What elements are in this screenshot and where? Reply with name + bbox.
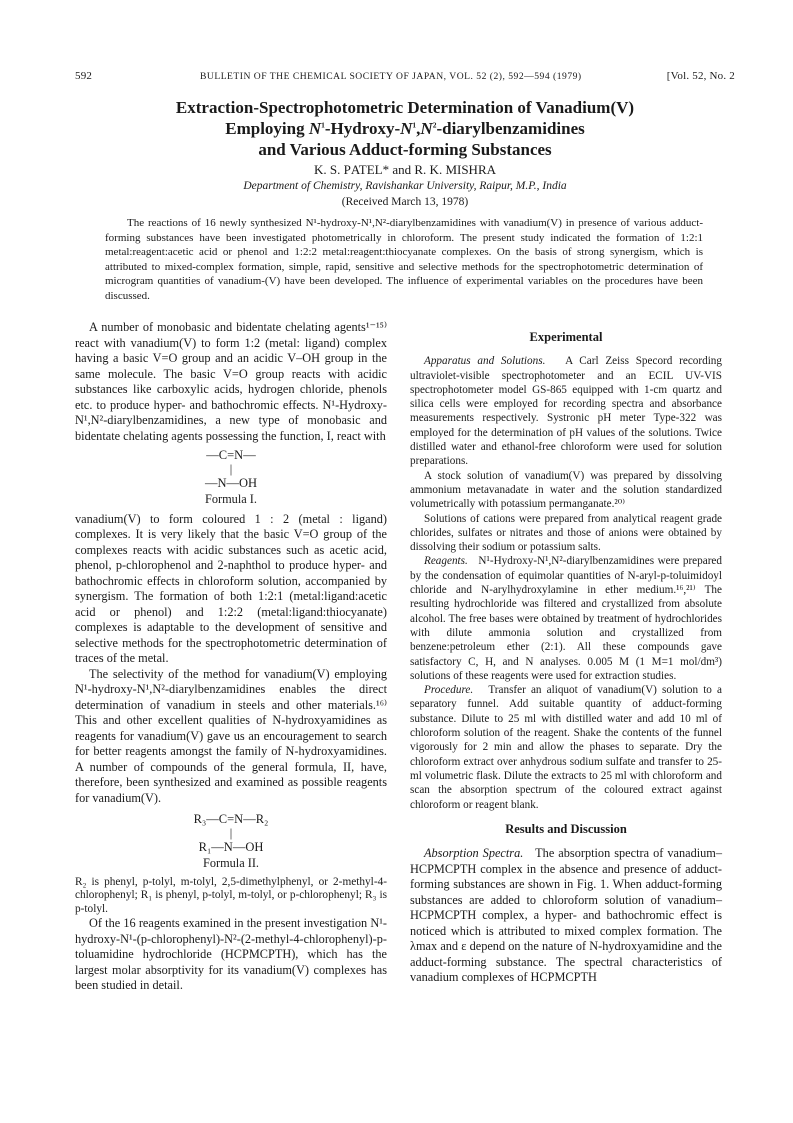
right-column	[410, 320, 722, 986]
title-line-2: Employing $N^1-Hydroxy-N^1,N^2$-diarylbenzamidines	[225, 119, 585, 138]
page-number: 592	[75, 70, 93, 82]
formula-2-line-1: R₃—C=N—R₂	[193, 812, 269, 826]
left-column	[75, 320, 387, 994]
formula-1-line-1: —C=N—	[206, 448, 256, 462]
stock-solution-paragraph: A stock solution of vanadium(V) was prepared by dissolving ammonium metavanadate in water and the solution standardized volumetrically with potassium permanganate.²⁰⁾	[410, 469, 722, 511]
procedure-paragraph: Procedure. Transfer an aliquot of vanadium(V) solution to a separatory funnel. Add suitable quantity of adduct-forming substance. Dilute to 25 ml with distilled water and add 10 ml of chloroform solution of the reagent. Shake the contents of the funnel vigorously for 2 min and allow the phases to separate. Dry the chloroform extract over anhydrous sodium sulfate and transfer to 25-ml volumetric flask. Dilute the extracts to 25 ml with chloroform and scan the absorption spectrum of the coloured extract against chloroform or reagent blank.	[410, 684, 722, 811]
author-list: K. S. PATEL* and R. K. MISHRA	[313, 162, 497, 177]
cations-paragraph: Solutions of cations were prepared from analytical reagent grade chlorides, sulfates or nitrates and those of anions were obtained by dissolving their sodium or potassium salts.	[410, 512, 722, 554]
formula-2-note: R₂ is phenyl, p-tolyl, m-tolyl, 2,5-dimethylphenyl, or 2-methyl-4-chlorophenyl; R₁ is phenyl, p-tolyl, m-tolyl, or p-chlorophenyl; R₃ is p-tolyl.	[75, 875, 387, 915]
formula-1	[75, 448, 387, 490]
reagents-label: Reagents.	[424, 555, 468, 568]
experimental-heading: Experimental	[529, 330, 603, 344]
apparatus-paragraph: Apparatus and Solutions. A Carl Zeiss Specord recording ultraviolet-visible spectrophotometer and an ECIL UV-VIS spectrophotometer model GS-865 equipped with 1-cm quartz and silica cells were employed for recording spectra and absorbance measurements respectively. Systronic pH meter Type-322 was employed for the determination of pH values of the solutions. Twice distilled water and ethanol-free chloroform were used for solution preparations.	[410, 355, 722, 468]
absorption-paragraph: Absorption Spectra. The absorption spectra of vanadium–HCPMCPTH complex in the absence and presence of adduct-forming substances are shown in Fig. 1. When adduct-forming substances are added to chloroform solution of vanadium–HCPMCPTH complex, a hyper- and bathochromic effect is noticed which is attributed to mixed complex formation. The λmax and ε depend on the nature of N-hydroxyamidine and the adduct-forming substance. The spectral characteristics of vanadium complexes of HCPMCPTH	[410, 846, 722, 985]
formula-2-line-3: R₁—N—OH	[198, 840, 264, 854]
abstract	[105, 216, 703, 304]
intro-paragraph-3: The selectivity of the method for vanadium(V) employing N¹-hydroxy-N¹,N²-diarylbenzamidines enables the direct determination of vanadium in steels and other materials.¹⁶⁾ This and other excellent qualities of N-hydroxyamidines as reagents for vanadium(V) gave us an encouragement to search for better reagents amongst the family of N-hydroxyamidines. A number of compounds of the general formula, II, have, therefore, been synthesized and examined as possible reagents for vanadium(V).	[75, 666, 387, 805]
reagents-paragraph: Reagents. N¹-Hydroxy-N¹,N²-diarylbenzamidines were prepared by the condensation of equimolar quantities of N-aryl-p-toluimidoyl chloride and N-arylhydroxylamine in ether medium.¹⁶,²¹⁾ The resulting hydrochloride was filtered and crystallized from absolute alcohol. The free bases were obtained by treatment of hydrochlorides with dilute ammonia solution and crystallized from benzene:petroleum ether (2:1). All these compounds gave satisfactory C, H, and N analyses. 0.005 M (1 M=1 mol/dm³) solutions of these reagents were used for extraction studies.	[410, 555, 722, 682]
formula-1-line-2: |	[229, 462, 233, 476]
formula-2	[75, 812, 387, 854]
title-line-1: Extraction-Spectrophotometric Determination of Vanadium(V)	[175, 98, 635, 117]
formula-2-line-2: |	[229, 826, 233, 840]
formula-1-line-3: —N—OH	[204, 476, 258, 490]
volume-info: [Vol. 52, No. 2	[666, 70, 735, 82]
apparatus-label: Apparatus and Solutions.	[424, 355, 546, 368]
received-date: (Received March 13, 1978)	[341, 196, 469, 208]
formula-2-caption: Formula II.	[202, 856, 259, 870]
intro-paragraph-4: Of the 16 reagents examined in the present investigation N¹-hydroxy-N¹-(p-chlorophenyl)-N²-(2-methyl-4-chlorophenyl)-p-toluamidine hydrochloride (HCPMCPTH), which has the largest molar absorptivity for its vanadium(V) complexes has been studied in detail.	[75, 916, 387, 992]
formula-1-caption: Formula I.	[205, 492, 257, 506]
title-line-3: and Various Adduct-forming Substances	[258, 140, 552, 159]
journal-name: BULLETIN OF THE CHEMICAL SOCIETY OF JAPAN, VOL. 52 (2), 592—594 (1979)	[200, 71, 582, 82]
abstract-text: The reactions of 16 newly synthesized N¹-hydroxy-N¹,N²-diarylbenzamidines with vanadium(V) in presence of various adduct-forming substances have been investigated photometrically in chloroform. The present study indicated the formation of 1:2:1 metal:reagent:acetic acid or phenol and 1:2:2 metal:reagent:thiocyanate complexes. On the basis of strong synergism, which is attributed to mixed-complex formation, simple, rapid, sensitive and selective methods for the spectrophotometric determination of microgram quantities of vanadium-(V) have been developed. The influence of experimental variables on the procedures have been discussed.	[105, 217, 703, 302]
affiliation: Department of Chemistry, Ravishankar University, Raipur, M.P., India	[243, 180, 567, 192]
results-heading: Results and Discussion	[505, 821, 627, 836]
intro-paragraph-1: A number of monobasic and bidentate chelating agents¹⁻¹⁵⁾ react with vanadium(V) to form 1:2 (metal: ligand) complex having a basic V=O group and an acidic V–OH group in the same molecule. The basic V=O group reacts with acidic substances like carboxylic acids, hydrogen chloride, phenols etc. to produce hyper- and bathochromic effects. N¹-Hydroxy-N¹,N²-diarylbenzamidines, a new type of monobasic and bidentate chelating agents possessing the function, I, react with	[75, 320, 387, 443]
intro-paragraph-2: vanadium(V) to form coloured 1 : 2 (metal : ligand) complexes. It is very likely that the basic V=O group of the complexes reacts with acidic substances such as acetic acid, phenol, p-chlorophenol and 2-naphthol to produce hyper- and bathochromic effects in chloroform solution, accompanied by synergism. The formation of both 1:2:1 (metal:ligand:acetic acid or phenol) and 1:2:2 (metal:ligand:thiocyanate) complexes is adaptable to the development of sensitive and selective methods for the spectrophotometric determination of traces of the metal.	[75, 511, 387, 665]
procedure-label: Procedure.	[424, 684, 474, 697]
absorption-label: Absorption Spectra.	[424, 846, 524, 861]
running-head	[75, 70, 735, 86]
article-title	[75, 97, 735, 160]
